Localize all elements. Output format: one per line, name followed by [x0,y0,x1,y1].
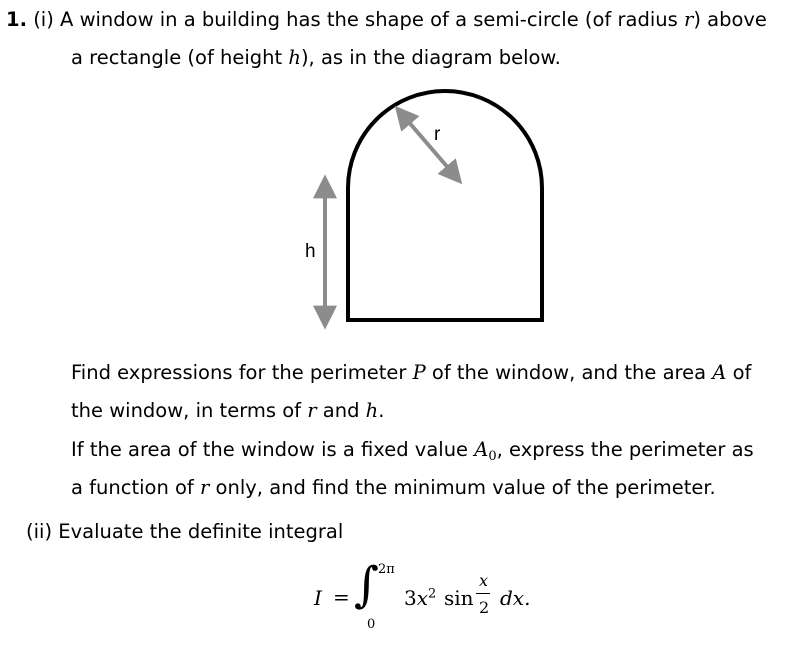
question-number: 1. [6,8,27,31]
var-h: h [288,46,301,69]
integrand-exp: 2 [428,586,437,602]
find-line-2 [71,401,384,421]
var-r-2: r [307,399,317,422]
find-text-and: and [322,399,360,422]
integrand-func: sin [444,586,474,610]
part-ii-label: (ii) [26,520,53,543]
integral-sign: ∫ [354,557,380,613]
find-text-2a: the window, in terms of [71,399,302,422]
integrand-coeff: 3 [404,586,417,610]
var-A0-subscript: 0 [488,449,497,464]
fraction-bar [476,593,490,594]
var-h-2: h [365,399,379,422]
integral-lower-limit: 0 [367,617,376,632]
intro-text-2a: a rectangle (of height [71,46,283,69]
intro-text-2b: ), as in the diagram below. [300,46,561,69]
integral-differential: dx. [500,586,531,610]
find-text-end: . [378,399,385,422]
part-ii-line [26,522,343,542]
integrand [404,586,436,610]
if-text-2a: a function of [71,476,194,499]
if-line-2 [71,478,716,498]
find-text-1c: of [732,361,752,384]
integrand-var: x [416,586,429,610]
var-r-3: r [200,476,210,499]
var-A0: A [474,438,489,461]
part-i-label: (i) [33,8,54,31]
if-line-1 [71,440,754,463]
find-text-1a: Find expressions for the perimeter [71,361,407,384]
var-r: r [683,8,694,31]
fraction-denominator: 2 [479,598,490,617]
find-line-1 [71,363,751,383]
window-outline [348,91,542,320]
intro-text-1a: A window in a building has the shape of a semi-circle (of radius [60,8,678,31]
fraction-numerator: x [479,571,489,590]
if-text-2b: only, and find the minimum value of the perimeter. [215,476,716,499]
var-P: P [412,361,426,384]
if-text-1a: If the area of the window is a fixed value [71,438,469,461]
part-ii-text: Evaluate the definite integral [58,520,344,543]
intro-text-1b: ) above [693,8,767,31]
find-text-1b: of the window, and the area [431,361,707,384]
var-A: A [712,361,727,384]
integral-lhs: I [314,586,322,610]
radius-label: r [434,124,441,145]
if-text-1b: , express the perimeter as [496,438,754,461]
height-label: h [305,241,316,262]
integral-upper-limit: 2π [378,562,395,577]
radius-arrow [401,113,456,177]
integral-equals: = [333,585,350,609]
